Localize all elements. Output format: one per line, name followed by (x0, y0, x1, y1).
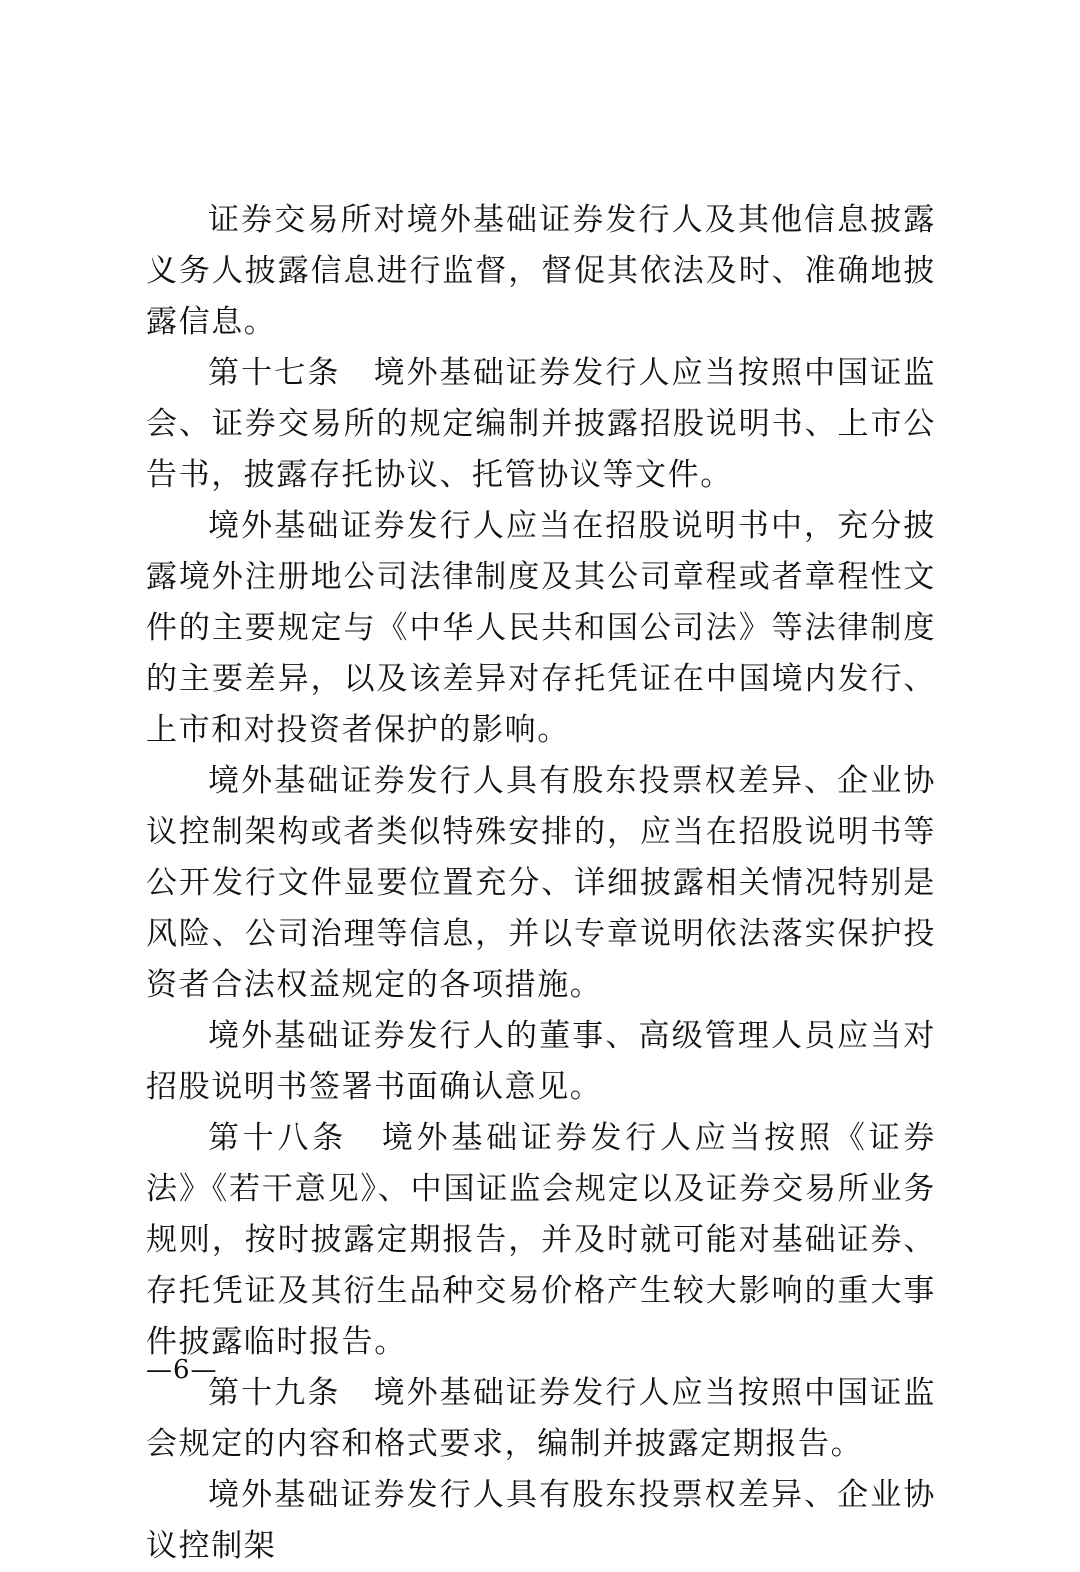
paragraph: 证券交易所对境外基础证券发行人及其他信息披露义务人披露信息进行监督，督促其依法及时、准确地披露信息。 (146, 202, 936, 340)
paragraph: 境外基础证券发行人具有股东投票权差异、企业协议控制架 (146, 1477, 936, 1564)
paragraph: 第十九条 境外基础证券发行人应当按照中国证监会规定的内容和格式要求，编制并披露定期报告。 (146, 1375, 936, 1462)
paragraph: 境外基础证券发行人具有股东投票权差异、企业协议控制架构或者类似特殊安排的，应当在招股说明书等公开发行文件显要位置充分、详细披露相关情况特别是风险、公司治理等信息，并以专章说明依法落实保护投资者合法权益规定的各项措施。 (146, 763, 936, 1003)
paragraph: 第十八条 境外基础证券发行人应当按照《证券法》《若干意见》、中国证监会规定以及证券交易所业务规则，按时披露定期报告，并及时就可能对基础证券、存托凭证及其衍生品种交易价格产生较大影响的重大事件披露临时报告。 (146, 1120, 936, 1360)
document-body (146, 195, 936, 1572)
paragraph: 境外基础证券发行人的董事、高级管理人员应当对招股说明书签署书面确认意见。 (146, 1018, 936, 1105)
paragraph: 境外基础证券发行人应当在招股说明书中，充分披露境外注册地公司法律制度及其公司章程或者章程性文件的主要规定与《中华人民共和国公司法》等法律制度的主要差异，以及该差异对存托凭证在中国境内发行、上市和对投资者保护的影响。 (146, 508, 936, 748)
paragraph: 第十七条 境外基础证券发行人应当按照中国证监会、证券交易所的规定编制并披露招股说明书、上市公告书，披露存托协议、托管协议等文件。 (146, 355, 936, 493)
page-number: —6— (146, 1355, 218, 1385)
